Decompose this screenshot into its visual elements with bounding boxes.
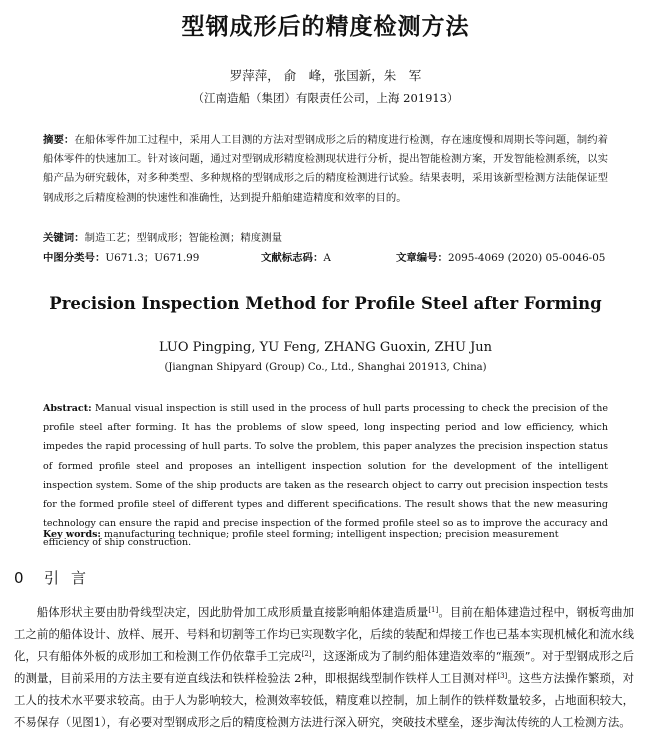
keywords-en <box>43 529 608 540</box>
abstract-text-cn: 在船体零件加工过程中，采用人工目测的方法对型钢成形之后的精度进行检测，存在速度慢和周期长等问题，制约着船体零件的快速加工。针对该问题，通过对型钢成形精度检测现状进行分析，提出智能检测方案，开发智能检测系统，以实船产品为研究载体，对多种类型、多种规格的型钢成形之后的精度检测进行试验。结果表明，采用该新型检测方法能保证型钢成形之后精度检测的快速性和准确性，达到提升船舶建造精度和效率的目的。 <box>43 134 609 204</box>
intro-text: 种，即根据线型制作铁样人工目测对样 <box>301 671 498 685</box>
intro-text: 。这些方法操作繁琐，对工人的技术水平要求较高。由于人为影响较大，检测效率较低，精度难以控制，加上制作的铁样数量较多，占地面积较大，不易保存（见图1），有必要对型钢成形之后的精度检测方法进行深入研究，突破技术壁垒，逐步淘汰传统的人工检测方法。 <box>14 671 634 729</box>
authors-cn: 罗萍萍， 俞 峰，张国新，朱 军 <box>229 68 422 83</box>
clc-number <box>43 249 199 264</box>
section-number: 0 <box>14 569 24 587</box>
clc-label: 中图分类号： <box>43 252 106 264</box>
abstract-text-en: Manual visual inspection is still used in the process of hull parts processing to check the precision of the profile steel after forming. It has the problems of slow speed, long inspecting period and low efficiency, which impedes the rapid processing of hull parts. To solve the problem, this paper analyzes the precision inspection status of formed profile steel and proposes an intelligent inspection solution for the development of the intelligent inspection system. Some of the ship products are taken as the research object to carry out precision inspection tests for the formed profile steel of different types and different specifications. The result shows that the new measuring technology can ensure the rapid and precise inspection of the formed profile steel so as to improve the accuracy and efficiency of ship construction. <box>43 403 608 549</box>
abstract-label-cn: 摘要： <box>43 134 75 146</box>
intro-number: 2 <box>294 671 302 685</box>
paper-title-cn: 型钢成形后的精度检测方法 <box>181 14 470 40</box>
document-code <box>261 249 331 264</box>
keywords-text-en: manufacturing technique; profile steel forming; intelligent inspection; precision measurement <box>100 529 559 540</box>
article-number <box>396 249 605 264</box>
authors-en: LUO Pingping, YU Feng, ZHANG Guoxin, ZHU Jun <box>158 340 493 355</box>
affiliation-cn: （江南造船（集团）有限责任公司，上海 201913） <box>192 91 459 105</box>
intro-text: 。目前在船体建造过程中，钢板弯曲加工之前的船体设计、放样、展开、号料和切割等工作均已实现数字化，后续的装配和焊接工作也已基本实现机械化和流水线化，只有船体外板的成形加工和检测工作仍依靠手工完成 <box>14 605 634 663</box>
citation-ref[interactable]: [2] <box>301 650 312 658</box>
clc-value: U671.3；U671.99 <box>105 252 200 264</box>
classification-line <box>43 249 608 263</box>
section-title: 引言 <box>44 569 99 587</box>
intro-paragraph <box>14 601 634 733</box>
keywords-label-cn: 关键词： <box>43 232 85 244</box>
intro-text: 船体形状主要由肋骨线型决定，因此肋骨加工成形质量直接影响船体建造质量 <box>36 605 429 619</box>
paper-title-en: Precision Inspection Method for Profile Steel after Forming <box>49 294 602 313</box>
keywords-label-en: Key words: <box>43 529 101 540</box>
section-heading <box>14 567 98 588</box>
affiliation-en: (Jiangnan Shipyard (Group) Co., Ltd., Shanghai 201913, China) <box>164 362 487 373</box>
article-no-value: 2095-4069 (2020) 05-0046-05 <box>447 252 606 264</box>
citation-ref[interactable]: [3] <box>497 672 508 680</box>
citation-ref[interactable]: [1] <box>428 606 439 614</box>
doc-code-label: 文献标志码： <box>261 252 324 264</box>
intro-text: ，这逐渐成为了制约船体建造效率的“瓶颈”。对于型钢成形之后的测量，目前采用的方法主要有逆直线法和铁样检验法 <box>14 649 634 685</box>
article-no-label: 文章编号： <box>396 252 448 264</box>
abstract-cn <box>43 131 608 208</box>
keywords-cn <box>43 229 608 244</box>
doc-code-value: A <box>323 252 331 264</box>
keywords-text-cn: 制造工艺；型钢成形；智能检测；精度测量 <box>84 232 282 244</box>
abstract-label-en: Abstract: <box>43 403 92 414</box>
